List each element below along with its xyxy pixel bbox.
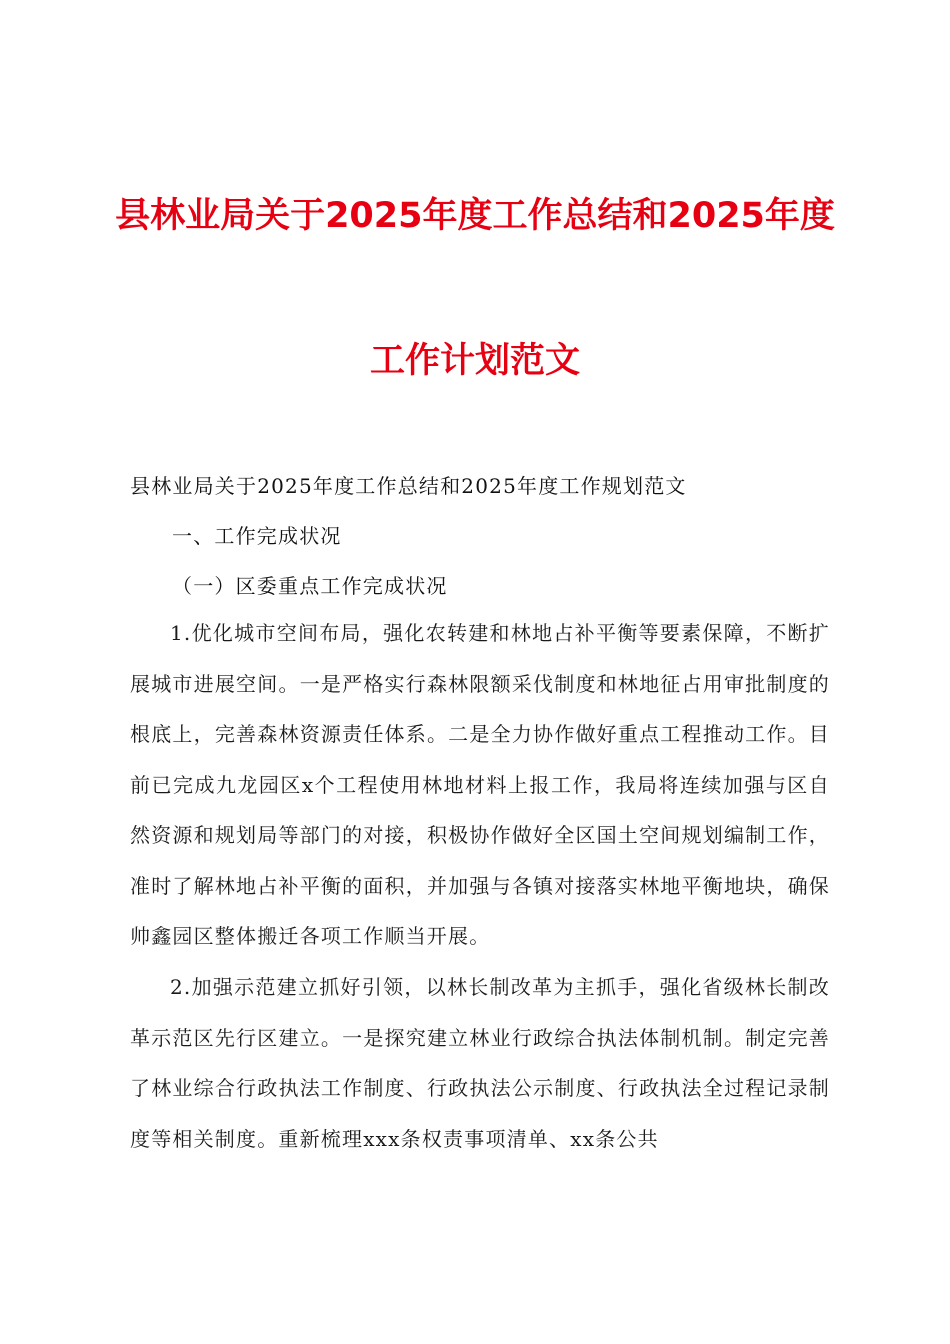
paragraph-2: 2.加强示范建立抓好引领，以林长制改革为主抓手，强化省级林长制改革示范区先行区建立。一是探究建立林业行政综合执法体制机制。制定完善了林业综合行政执法工作制度、行政执法公示制度、行政执法全过程记录制度等相关制度。重新梳理xxx条权责事项清单、xx条公共 [130, 975, 830, 1151]
document-title-line-1: 县林业局关于2025年度工作总结和2025年度 [115, 196, 835, 236]
document-title-line-2: 工作计划范文 [369, 341, 580, 381]
document-subtitle: 县林业局关于2025年度工作总结和2025年度工作规划范文 [130, 474, 687, 498]
section-heading-2: （一）区委重点工作完成状况 [172, 574, 448, 598]
paragraph-1: 1.优化城市空间布局，强化农转建和林地占补平衡等要素保障，不断扩展城市进展空间。一是严格实行森林限额采伐制度和林地征占用审批制度的根底上，完善森林资源责任体系。二是全力协作做好重点工程推动工作。目前已完成九龙园区x个工程使用林地材料上报工作，我局将连续加强与区自然资源和规划局等部门的对接，积极协作做好全区国土空间规划编制工作，准时了解林地占补平衡的面积，并加强与各镇对接落实林地平衡地块，确保帅鑫园区整体搬迁各项工作顺当开展。 [130, 621, 830, 948]
section-heading-1: 一、工作完成状况 [172, 524, 342, 548]
